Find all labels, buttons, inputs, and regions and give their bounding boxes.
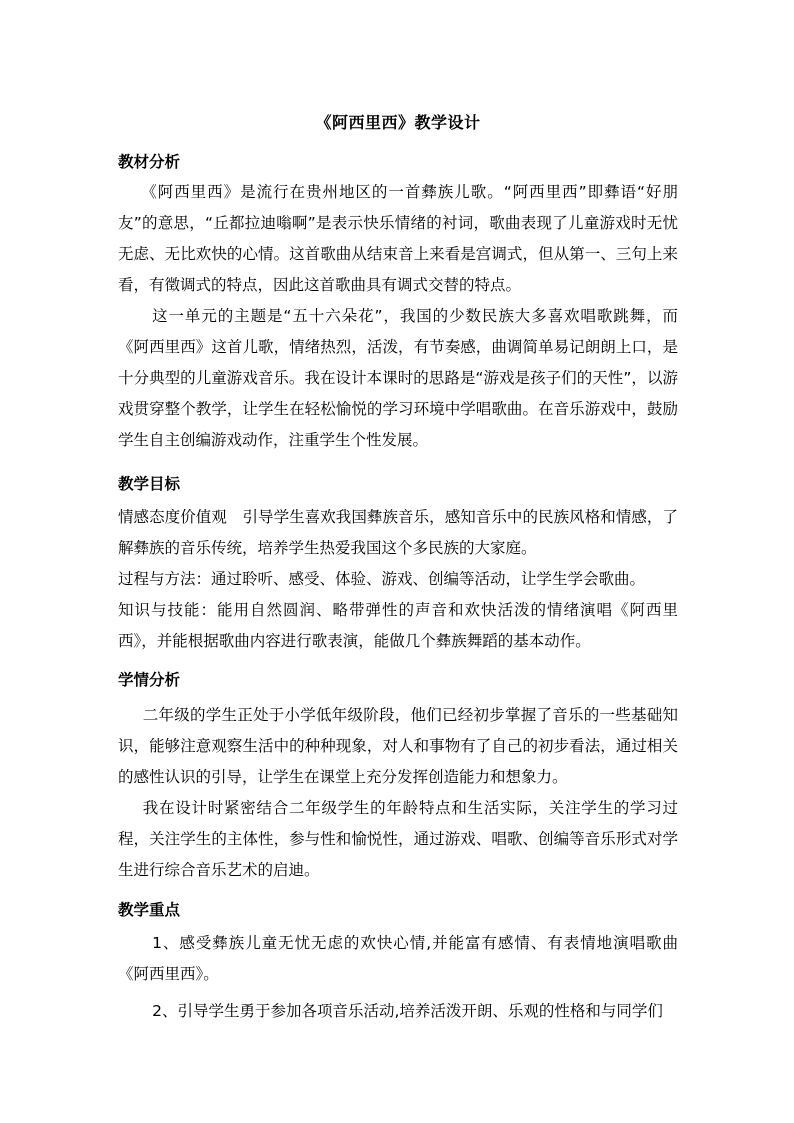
paragraph: 二年级的学生正处于小学低年级阶段，他们已经初步掌握了音乐的一些基础知识，能够注意观察生活中的种种现象，对人和事物有了自己的初步看法，通过相关的感性认识的引导，让学生在课堂上充分发挥创造能力和想象力。 (118, 706, 678, 786)
paragraph: 情感态度价值观 引导学生喜欢我国彝族音乐，感知音乐中的民族风格和情感，了解彝族的音乐传统，培养学生热爱我国这个多民族的大家庭。 (118, 508, 678, 557)
section-heading-textbook-analysis: 教材分析 (118, 153, 181, 171)
paragraph: 《阿西里西》是流行在贵州地区的一首彝族儿歌。“阿西里西”即彝语“好朋友”的意思，“丘都拉迪嗡啊”是表示快乐情绪的衬词，歌曲表现了儿童游戏时无忧无虑、无比欢快的心情。这首歌曲从结束音上来看是宫调式，但从第一、三句上来看，有徵调式的特点，因此这首歌曲具有调式交替的特点。 (118, 183, 678, 294)
section-heading-teaching-goals: 教学目标 (118, 475, 181, 493)
paragraph: 2、引导学生勇于参加各项音乐活动,培养活泼开朗、乐观的性格和与同学们 (152, 1002, 663, 1020)
document-title: 《阿西里西》教学设计 (315, 113, 481, 132)
paragraph: 过程与方法：通过聆听、感受、体验、游戏、创编等活动，让学生学会歌曲。 (118, 570, 646, 588)
section-heading-learner-analysis: 学情分析 (118, 671, 181, 689)
paragraph: 我在设计时紧密结合二年级学生的年龄特点和生活实际，关注学生的学习过程，关注学生的主体性，参与性和愉悦性，通过游戏、唱歌、创编等音乐形式对学生进行综合音乐艺术的启迪。 (118, 799, 678, 879)
section-body-teaching-goals (118, 502, 678, 657)
paragraph: 1、感受彝族儿童无忧无虑的欢快心情,并能富有感情、有表情地演唱歌曲《阿西里西》。 (118, 934, 678, 983)
section-heading-key-points: 教学重点 (118, 901, 181, 919)
section-body-learner-analysis (118, 700, 678, 886)
section-body-key-points (118, 928, 678, 1027)
section-body-textbook-analysis (118, 177, 678, 456)
paragraph: 这一单元的主题是“五十六朵花”，我国的少数民族大多喜欢唱歌跳舞，而《阿西里西》这首儿歌，情绪热烈，活泼，有节奏感，曲调简单易记朗朗上口，是十分典型的儿童游戏音乐。我在设计本课时的思路是“游戏是孩子们的天性”，以游戏贯穿整个教学，让学生在轻松愉悦的学习环境中学唱歌曲。在音乐游戏中，鼓励学生自主创编游戏动作，注重学生个性发展。 (118, 307, 678, 449)
paragraph: 知识与技能：能用自然圆润、略带弹性的声音和欢快活泼的情绪演唱《阿西里西》，并能根据歌曲内容进行歌表演，能做几个彝族舞蹈的基本动作。 (118, 601, 678, 650)
